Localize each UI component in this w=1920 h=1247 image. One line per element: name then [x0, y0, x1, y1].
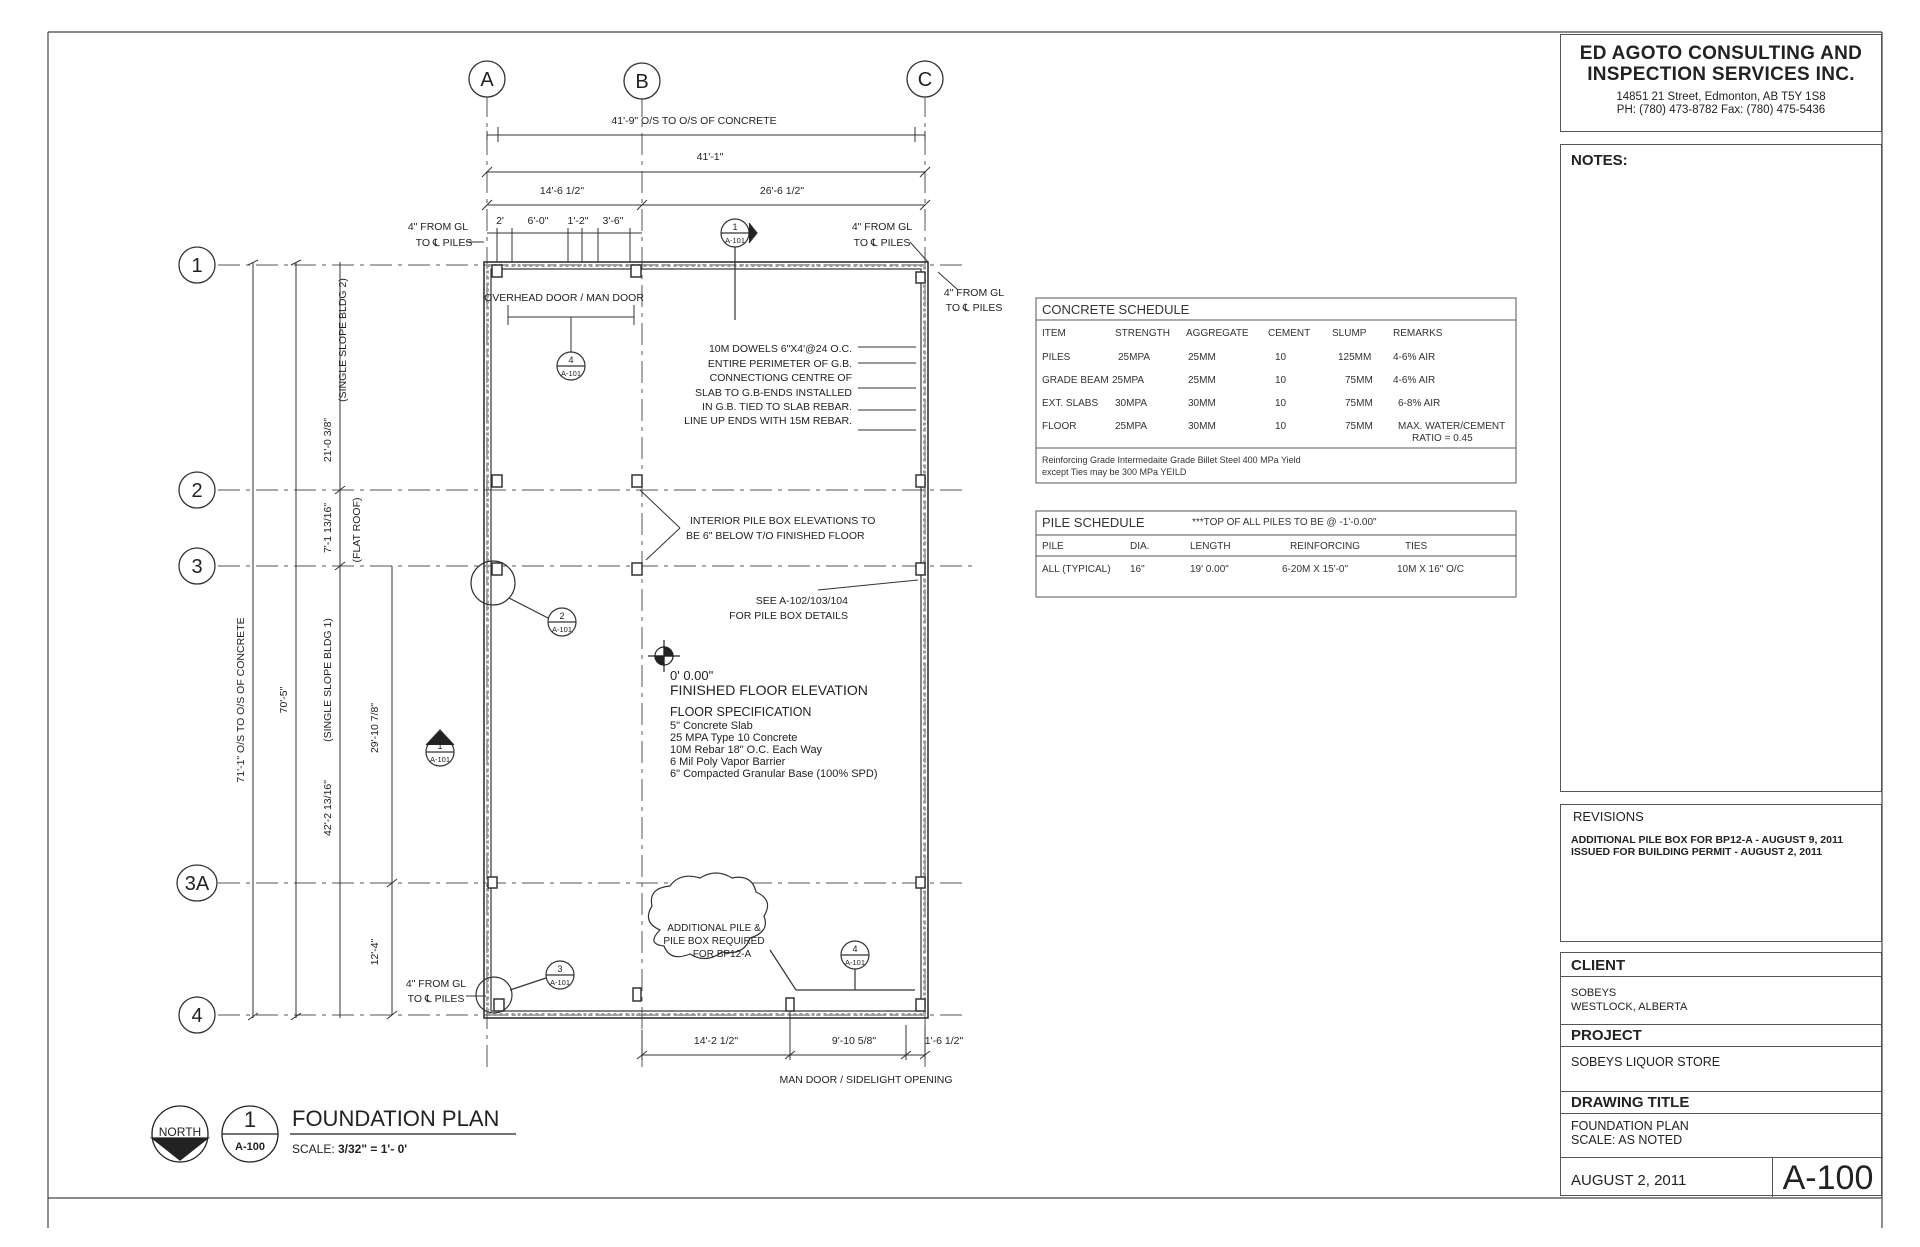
grid-label-4: 4	[191, 1005, 203, 1027]
cs-header-cement: CEMENT	[1268, 328, 1311, 339]
see-a102-line-1: SEE A-102/103/104	[755, 595, 848, 607]
ps-header-length: LENGTH	[1190, 541, 1231, 552]
client-name: SOBEYS	[1571, 987, 1617, 999]
cloud-line-2: PILE BOX REQUIRED	[663, 936, 765, 947]
dowels-leaders	[858, 347, 916, 430]
sec-1-left-num: 1	[437, 741, 443, 751]
revision-item: ISSUED FOR BUILDING PERMIT - AUGUST 2, 2011	[1571, 846, 1823, 858]
cs-header-aggregate: AGGREGATE	[1186, 328, 1249, 339]
interior-pile-line-2: BE 6" BELOW T/O FINISHED FLOOR	[686, 530, 865, 542]
notes-block	[1560, 144, 1882, 792]
dim-bot-1: 1'-6 1/2"	[924, 1035, 964, 1047]
from-gl-left-2: TO ℄ PILES	[415, 237, 473, 249]
dowels-line-3: CONNECTIONG CENTRE OF	[709, 372, 852, 384]
revisions-label: REVISIONS	[1573, 809, 1644, 824]
grid-bubbles	[177, 61, 943, 1033]
dowels-note	[684, 343, 852, 427]
drawing-title-label: DRAWING TITLE	[1561, 1091, 1881, 1114]
cs-cell: 25MPA	[1118, 352, 1151, 363]
ps-cell: 16"	[1130, 564, 1145, 575]
cs-cell: 10	[1275, 375, 1287, 386]
ps-cell: 19' 0.00"	[1190, 564, 1229, 575]
from-gl-right-2: TO ℄ PILES	[853, 237, 911, 249]
cs-cell: 75MM	[1345, 375, 1373, 386]
from-gl-right-1: 4" FROM GL	[851, 221, 913, 233]
sec-2-ref: A-101	[551, 625, 573, 634]
from-gl-bottom-2: TO ℄ PILES	[407, 993, 465, 1005]
cs-cell: 10	[1275, 421, 1287, 432]
floor-spec-title: FLOOR SPECIFICATION	[670, 705, 812, 719]
from-gl-side-1: 4" FROM GL	[943, 287, 1005, 299]
sec-3-ref: A-101	[549, 978, 571, 987]
sheet-number: A-100	[1782, 1159, 1874, 1197]
elevation-label: FINISHED FLOOR ELEVATION	[670, 682, 868, 698]
sec-4-bot-num: 4	[852, 944, 858, 954]
cs-floor-remark-2: RATIO = 0.45	[1412, 433, 1473, 444]
plan-scale-label: SCALE:	[292, 1142, 335, 1156]
interior-pile-line-1: INTERIOR PILE BOX ELEVATIONS TO	[690, 515, 876, 527]
dim-small-6: 6'-0"	[527, 215, 549, 227]
drawing-date: AUGUST 2, 2011	[1571, 1172, 1687, 1189]
dim-overall-os: 41'-9" O/S TO O/S OF CONCRETE	[611, 115, 777, 127]
floor-spec-2: 25 MPA Type 10 Concrete	[670, 732, 798, 744]
revisions-block	[1560, 804, 1882, 942]
dim-left-29: 29'-10 7/8"	[369, 702, 381, 754]
cloud-line-3: FOR BP12-A	[692, 949, 752, 960]
dowels-line-4: SLAB TO G.B-ENDS INSTALLED	[695, 387, 852, 399]
dim-left-70: 70'-5"	[278, 686, 290, 714]
sec-1-top-ref: A-101	[724, 236, 746, 245]
dim-overall: 41'-1"	[696, 151, 724, 163]
grid-label-c: C	[917, 69, 933, 91]
plan-sheet: A-100	[235, 1141, 265, 1153]
cs-cell: 4-6% AIR	[1393, 352, 1436, 363]
dim-left-42: 42'-2 13/16"	[322, 780, 334, 836]
sec-2-num: 2	[559, 611, 565, 621]
sec-3-num: 3	[557, 964, 563, 974]
cs-cell: FLOOR	[1042, 421, 1077, 432]
elevation-value: 0' 0.00"	[670, 668, 714, 683]
date-cell	[1561, 1157, 1773, 1197]
ps-header-dia: DIA.	[1130, 541, 1150, 552]
ps-header-ties: TIES	[1405, 541, 1428, 552]
project-label: PROJECT	[1561, 1024, 1881, 1047]
dim-left-os: 71'-1" O/S TO O/S OF CONCRETE	[235, 617, 247, 783]
company-phone: PH: (780) 473-8782 Fax: (780) 475-5436	[1616, 104, 1826, 116]
cs-cell: 10	[1275, 398, 1287, 409]
sec-1-top-num: 1	[732, 222, 738, 232]
cs-cell: 30MM	[1188, 398, 1216, 409]
cs-cell: MAX. WATER/CEMENT	[1398, 421, 1506, 432]
man-door-label: MAN DOOR / SIDELIGHT OPENING	[779, 1074, 953, 1086]
notes-label: NOTES:	[1571, 152, 1628, 169]
cs-note-2: except Ties may be 300 MPa YEILD	[1042, 467, 1187, 477]
cs-cell: 75MM	[1345, 398, 1373, 409]
drawing-title: FOUNDATION PLAN	[1571, 1119, 1689, 1133]
sec-4-top-ref: A-101	[560, 369, 582, 378]
floor-spec-3: 10M Rebar 18" O.C. Each Way	[670, 744, 823, 756]
cs-note-1: Reinforcing Grade Intermedaite Grade Billet Steel 400 MPa Yield	[1042, 455, 1301, 465]
grid-label-a: A	[480, 69, 494, 91]
cs-header-slump: SLUMP	[1332, 328, 1367, 339]
cs-cell: 10	[1275, 352, 1287, 363]
cs-cell: 25MM	[1188, 375, 1216, 386]
cs-cell: 25MPA	[1112, 375, 1145, 386]
dowels-line-5: IN G.B. TIED TO SLAB REBAR.	[702, 401, 852, 413]
client-block	[1560, 952, 1882, 1196]
north-label: NORTH	[158, 1125, 202, 1139]
ps-cell: 10M X 16" O/C	[1397, 564, 1464, 575]
pile-schedule-title: PILE SCHEDULE	[1042, 515, 1145, 530]
grid-label-3: 3	[191, 556, 203, 578]
client-label: CLIENT	[1561, 953, 1881, 977]
cs-cell: 125MM	[1338, 352, 1372, 363]
dim-bot-9: 9'-10 5/8"	[831, 1035, 877, 1047]
cs-cell: 4-6% AIR	[1393, 375, 1436, 386]
company-block	[1560, 34, 1882, 132]
dim-small-2: 2'	[496, 215, 504, 227]
sheet-number-cell	[1773, 1157, 1883, 1197]
dim-left-21: 21'-0 3/8"	[322, 417, 334, 463]
sec-4-bot-ref: A-101	[844, 958, 866, 967]
floor-spec-5: 6" Compacted Granular Base (100% SPD)	[670, 768, 878, 780]
ps-cell: ALL (TYPICAL)	[1042, 564, 1111, 575]
grid-label-1: 1	[191, 255, 203, 277]
drawing-scale: SCALE: AS NOTED	[1571, 1133, 1683, 1147]
dim-bot-14: 14'-2 1/2"	[693, 1035, 739, 1047]
cs-cell: GRADE BEAM	[1042, 375, 1109, 386]
company-name-1: ED AGOTO CONSULTING AND	[1579, 43, 1863, 64]
dim-left-single1: (SINGLE SLOPE BLDG 1)	[322, 618, 334, 742]
dim-small-3: 3'-6"	[602, 215, 624, 227]
sec-4-top-num: 4	[568, 355, 574, 365]
dim-seg-ab: 14'-6 1/2"	[539, 185, 585, 197]
floor-spec-4: 6 Mil Poly Vapor Barrier	[670, 756, 786, 768]
cs-cell: 30MPA	[1115, 398, 1148, 409]
cs-header-item: ITEM	[1042, 328, 1066, 339]
from-gl-side-2: TO ℄ PILES	[945, 302, 1003, 314]
cs-cell: EXT. SLABS	[1042, 398, 1099, 409]
see-a102-line-2: FOR PILE BOX DETAILS	[729, 610, 848, 622]
client-location: WESTLOCK, ALBERTA	[1571, 1001, 1688, 1013]
cs-cell: 30MM	[1188, 421, 1216, 432]
plan-title: FOUNDATION PLAN	[292, 1106, 500, 1131]
ps-header-pile: PILE	[1042, 541, 1064, 552]
cs-header-remarks: REMARKS	[1393, 328, 1443, 339]
cs-cell: 6-8% AIR	[1398, 398, 1441, 409]
dim-left-single2: (SINGLE SLOPE BLDG 2)	[337, 278, 349, 402]
cs-cell: 25MM	[1188, 352, 1216, 363]
dowels-line-6: LINE UP ENDS WITH 15M REBAR.	[684, 415, 852, 427]
cloud-line-1: ADDITIONAL PILE &	[667, 923, 761, 934]
grid-label-3a: 3A	[184, 873, 210, 895]
floor-spec-1: 5" Concrete Slab	[670, 720, 753, 732]
company-name-2: INSPECTION SERVICES INC.	[1587, 64, 1855, 85]
from-gl-left-1: 4" FROM GL	[407, 221, 469, 233]
dowels-line-1: 10M DOWELS 6"X4'@24 O.C.	[708, 343, 852, 355]
company-address: 14851 21 Street, Edmonton, AB T5Y 1S8	[1616, 91, 1826, 103]
overhead-door-label: OVERHEAD DOOR / MAN DOOR	[484, 292, 644, 304]
dim-left-flat: (FLAT ROOF)	[351, 497, 363, 563]
overhead-door-dim	[508, 305, 634, 355]
ps-cell: 6-20M X 15'-0"	[1282, 564, 1349, 575]
dim-small-1: 1'-2"	[567, 215, 589, 227]
plan-number: 1	[243, 1107, 257, 1132]
project-name: SOBEYS LIQUOR STORE	[1571, 1055, 1721, 1069]
cs-cell: 25MPA	[1115, 421, 1148, 432]
bottom-dimensions	[637, 1012, 930, 1060]
cs-cell: PILES	[1042, 352, 1071, 363]
revision-item: ADDITIONAL PILE BOX FOR BP12-A - AUGUST 9, 2011	[1571, 834, 1844, 846]
grid-label-b: B	[635, 71, 649, 93]
plan-scale-value: 3/32" = 1'- 0'	[338, 1142, 408, 1156]
dim-seg-bc: 26'-6 1/2"	[759, 185, 805, 197]
dim-left-7: 7'-1 13/16"	[322, 502, 334, 554]
dowels-line-2: ENTIRE PERIMETER OF G.B.	[707, 358, 852, 370]
ps-header-reinforcing: REINFORCING	[1290, 541, 1360, 552]
from-gl-bottom-1: 4" FROM GL	[405, 978, 467, 990]
concrete-schedule-title: CONCRETE SCHEDULE	[1042, 302, 1190, 317]
sec-1-left-ref: A-101	[429, 755, 451, 764]
cs-header-strength: STRENGTH	[1115, 328, 1170, 339]
dim-left-12: 12'-4"	[369, 938, 381, 966]
grid-label-2: 2	[191, 480, 203, 502]
pile-schedule-note: ***TOP OF ALL PILES TO BE @ -1'-0.00"	[1192, 517, 1377, 528]
cs-cell: 75MM	[1345, 421, 1373, 432]
